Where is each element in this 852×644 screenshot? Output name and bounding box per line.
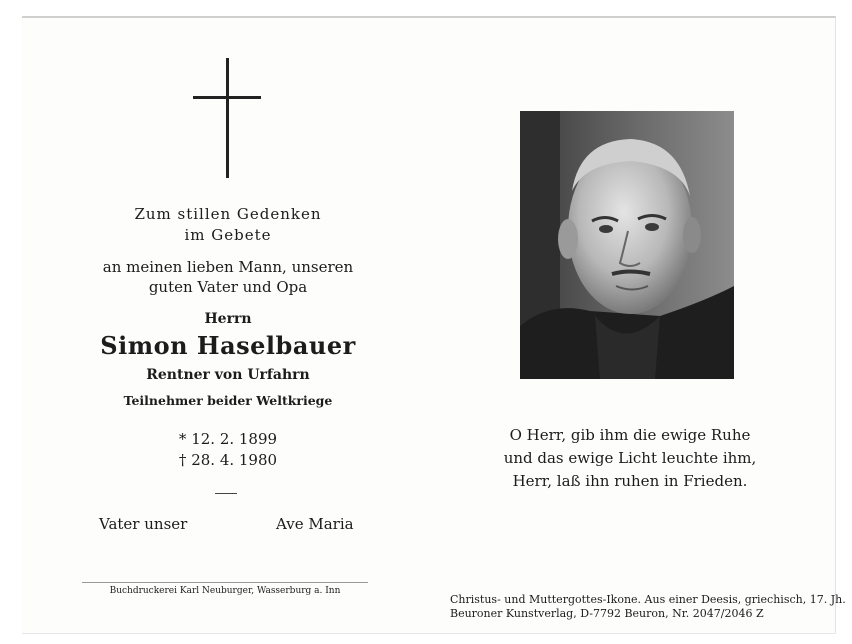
- salutation: Herrn: [204, 311, 252, 327]
- heading-line-1: Zum stillen Gedenken: [134, 205, 322, 223]
- prayer-line-1: O Herr, gib ihm die ewige Ruhe: [509, 426, 751, 444]
- divider: [215, 493, 237, 494]
- dedication-line-2: guten Vater und Opa: [148, 278, 308, 296]
- death-date: † 28. 4. 1980: [178, 451, 278, 469]
- biographical-note: Teilnehmer beider Weltkriege: [123, 393, 333, 408]
- printer-credit: Buchdruckerei Karl Neuburger, Wasserburg a. Inn: [109, 586, 341, 596]
- printer-rule: [82, 582, 368, 583]
- image-credit-line-1: Christus- und Muttergottes-Ikone. Aus einer Deesis, griechisch, 17. Jh.: [450, 593, 846, 606]
- dedication-line-1: an meinen lieben Mann, unseren: [102, 258, 354, 276]
- portrait-photo: [520, 111, 734, 379]
- prayer-vater-unser: Vater unser: [99, 515, 188, 533]
- cross-icon-bar: [193, 96, 261, 99]
- heading-line-2: im Gebete: [184, 226, 272, 244]
- portrait-image: [520, 111, 734, 379]
- prayer-line-2: und das ewige Licht leuchte ihm,: [503, 449, 757, 467]
- birth-date: * 12. 2. 1899: [178, 430, 278, 448]
- image-credit-line-2: Beuroner Kunstverlag, D-7792 Beuron, Nr. 2047/2046 Z: [450, 607, 764, 620]
- prayer-ave-maria: Ave Maria: [276, 515, 354, 533]
- prayer-line-3: Herr, laß ihn ruhen in Frieden.: [512, 472, 748, 490]
- deceased-name: Simon Haselbauer: [100, 331, 356, 360]
- cross-icon: [226, 58, 229, 178]
- occupation: Rentner von Urfahrn: [146, 367, 310, 383]
